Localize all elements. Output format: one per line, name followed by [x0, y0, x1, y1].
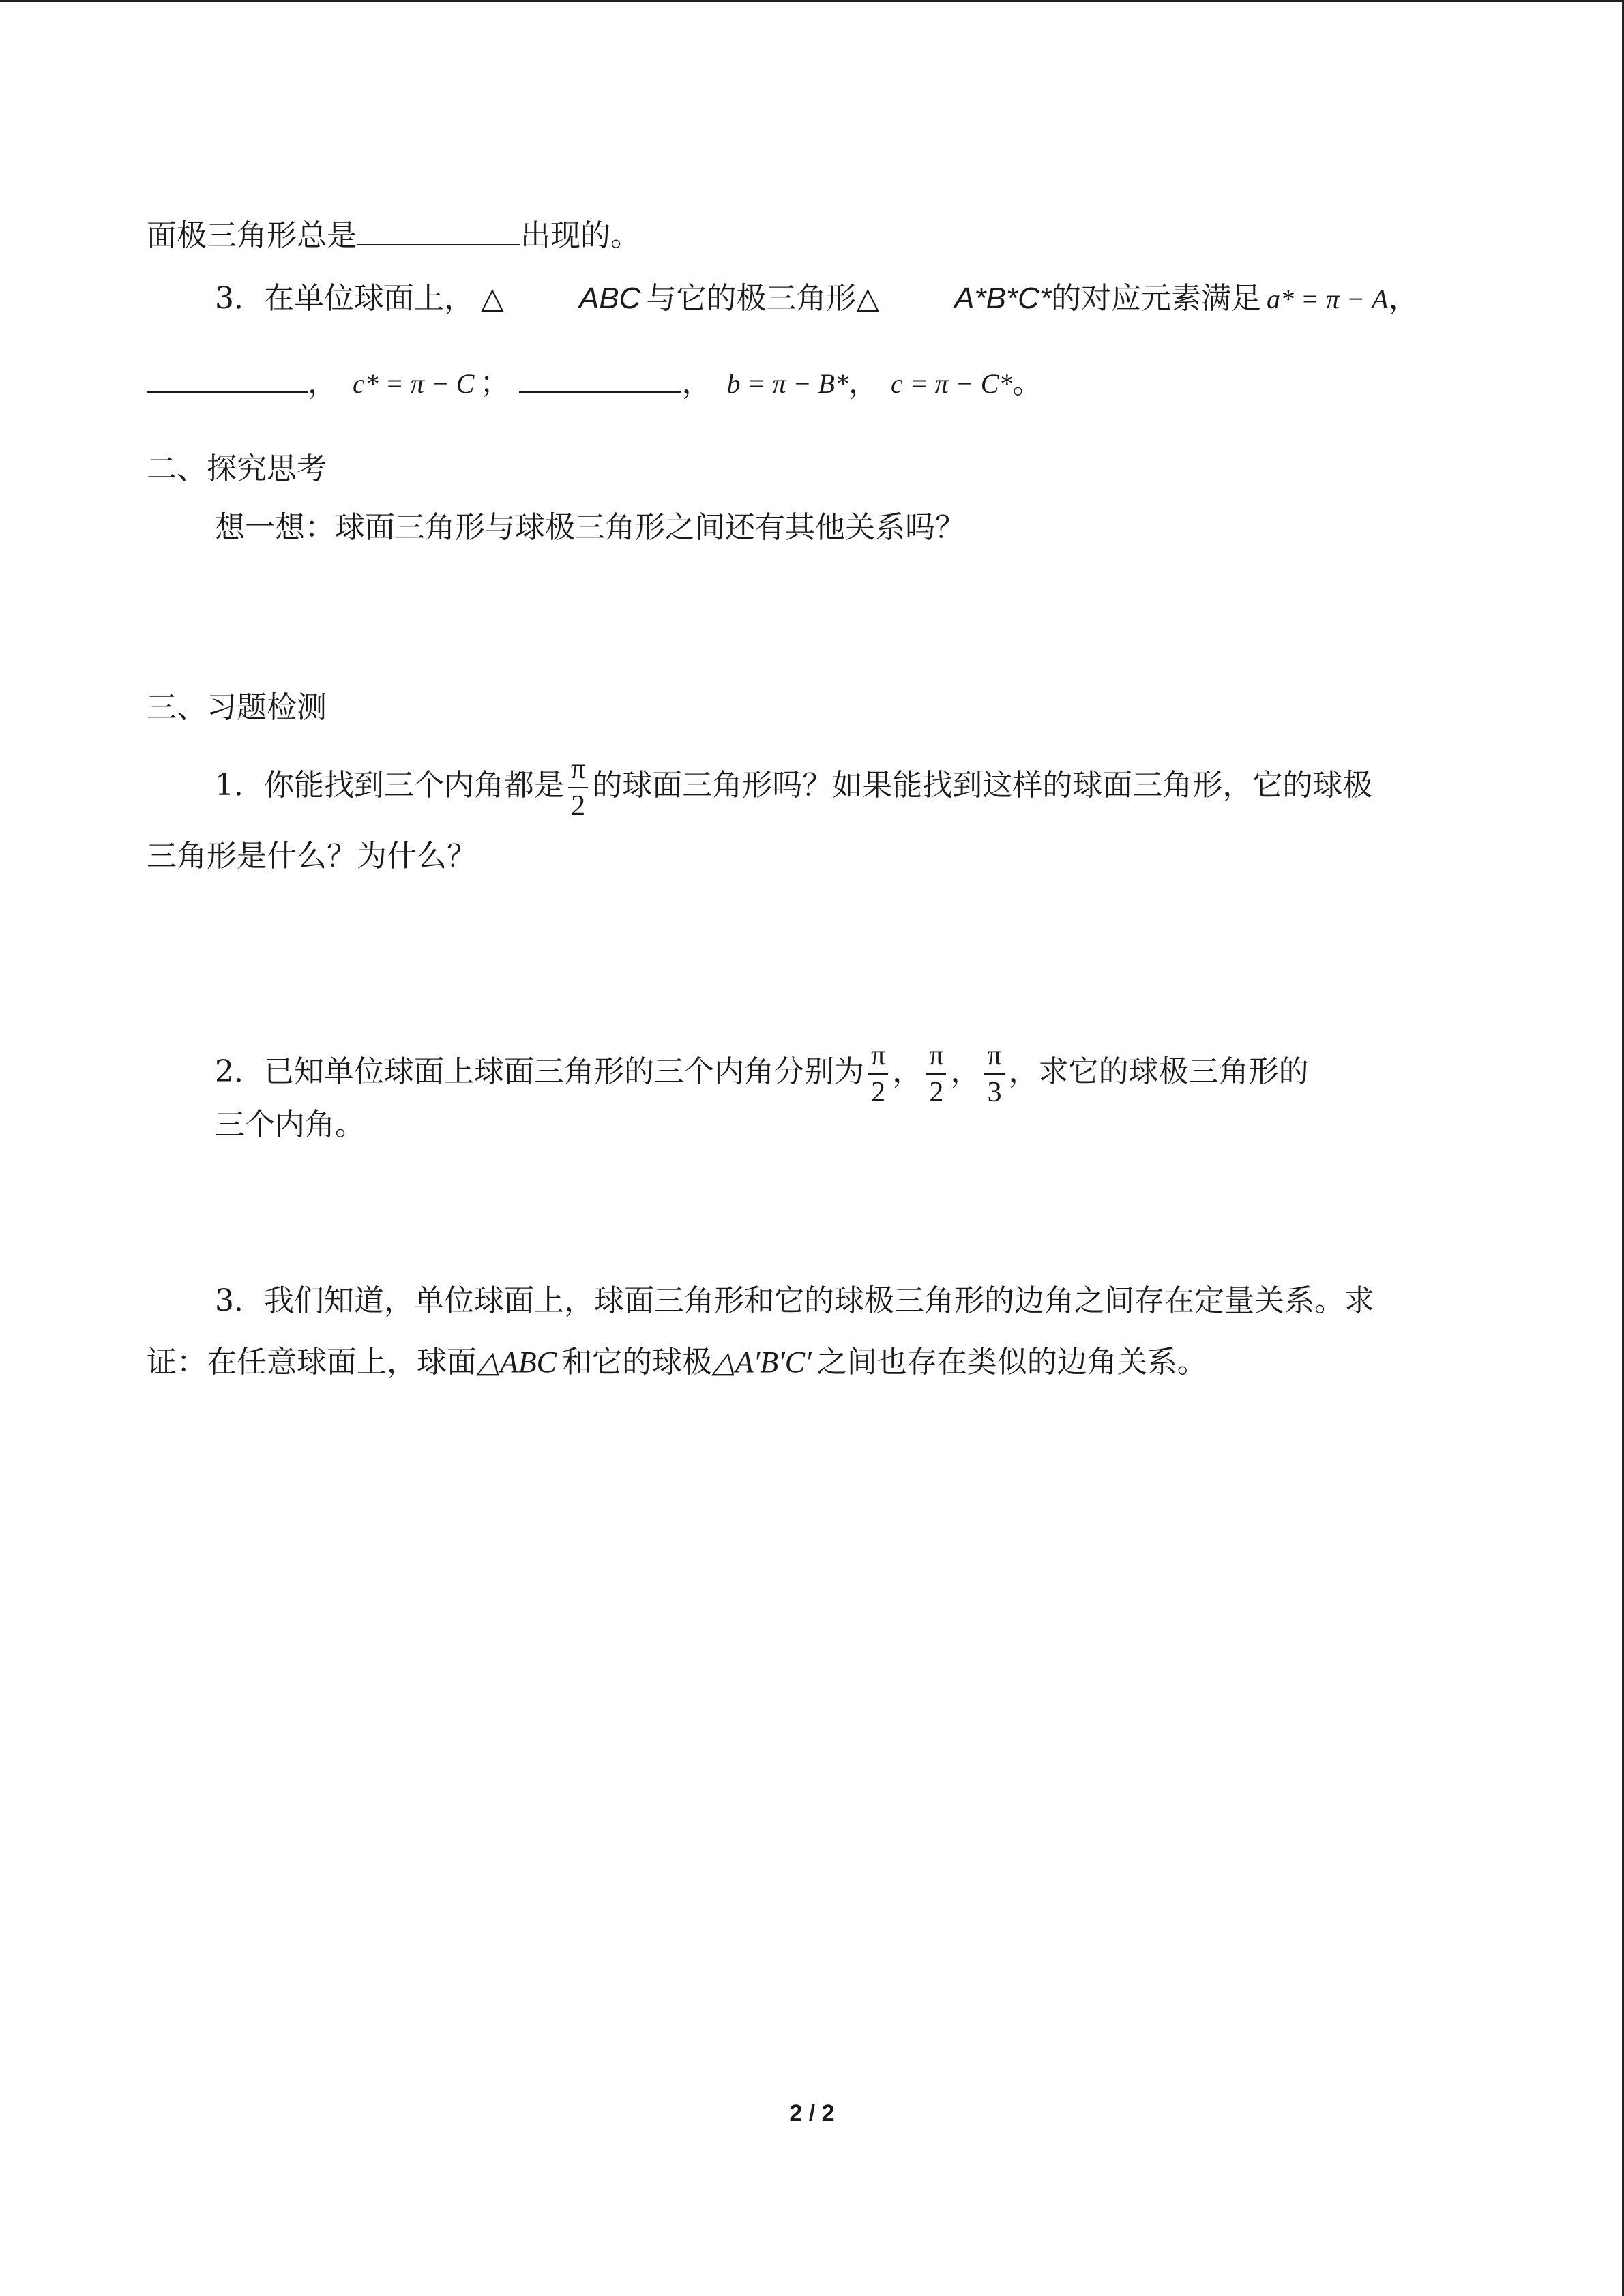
separator: ，: [308, 366, 338, 400]
triangle-abc: ABC: [578, 282, 641, 315]
exercise-3-text-a: 证：在任意球面上，球面: [147, 1345, 477, 1380]
equation-c: c = π − C*: [890, 368, 1013, 399]
equation-c-star: c* = π − C: [353, 368, 475, 399]
q3-comma: ，: [1388, 281, 1419, 316]
period: 。: [1012, 366, 1043, 400]
fraction-denominator: 2: [929, 1076, 944, 1108]
section-heading-exercises: 三、习题检测: [147, 690, 327, 725]
exercise-2-rest: ，求它的球极三角形的: [1008, 1054, 1309, 1089]
exercise-1-line1: [215, 750, 1372, 822]
equation-b: b = π − B*: [726, 368, 848, 399]
answer-blank-2[interactable]: [519, 364, 681, 393]
fraction-numerator: π: [868, 1039, 888, 1075]
continuation-text: 面极三角形总是: [147, 218, 357, 253]
triangle-abc-expr: △ABC: [477, 1345, 557, 1379]
continuation-tail: 出现的。: [520, 218, 640, 253]
fraction-numerator: π: [926, 1039, 946, 1075]
q3-lead: 3．在单位球面上，: [215, 281, 474, 316]
answer-blank-1[interactable]: [147, 364, 308, 393]
separator: ，: [950, 1054, 981, 1089]
separator: ，: [892, 1054, 923, 1089]
equation-a-star: a* = π − A: [1267, 284, 1389, 314]
fraction-3: [984, 1039, 1004, 1109]
exercise-1-line2: 三角形是什么？为什么？: [147, 839, 477, 874]
page-number: 2 / 2: [789, 2100, 835, 2126]
separator: ，: [848, 366, 879, 400]
fraction-denominator: 2: [871, 1076, 886, 1108]
fill-blank-continuation: [147, 215, 640, 256]
triangle-symbol: △: [481, 282, 504, 315]
exercise-1-lead: 1．你能找到三个内角都是: [215, 768, 564, 803]
page-border-top: [0, 0, 1624, 2]
fraction-denominator: 3: [987, 1076, 1002, 1108]
triangle-polar-expr: △A′B′C′: [711, 1345, 812, 1379]
separator: ，: [681, 366, 712, 400]
fraction-1: [868, 1039, 888, 1109]
exercise-2-lead: 2．已知单位球面上球面三角形的三个内角分别为: [215, 1054, 864, 1089]
exercise-2-line1: [215, 1037, 1309, 1109]
fraction-denominator: 2: [571, 790, 586, 822]
exercise-3-text-b: 和它的球极: [561, 1345, 712, 1380]
triangle-symbol-2: △: [856, 282, 880, 315]
fraction-pi-over-2: [568, 753, 588, 822]
fraction-numerator: π: [568, 753, 588, 788]
q3-tail: 的对应元素满足: [1051, 281, 1262, 316]
exercise-3-line2: [147, 1342, 1207, 1383]
think-prompt: 想一想：球面三角形与球极三角形之间还有其他关系吗？: [215, 510, 965, 545]
semicolon: ；: [479, 366, 510, 400]
answer-blank[interactable]: [357, 217, 520, 245]
fill-blank-q3-line1: [215, 278, 1418, 320]
exercise-1-rest: 的球面三角形吗？如果能找到这样的球面三角形，它的球极: [592, 768, 1373, 803]
fraction-2: [926, 1039, 946, 1109]
q3-mid: 与它的极三角形: [646, 281, 857, 316]
section-heading-explore: 二、探究思考: [147, 451, 327, 486]
fraction-numerator: π: [984, 1039, 1004, 1075]
fill-blank-q3-line2: [147, 363, 1042, 404]
polar-triangle-label: A*B*C*: [954, 282, 1052, 315]
exercise-3-text-c: 之间也存在类似的边角关系。: [816, 1345, 1207, 1380]
exercise-3-line1: 3．我们知道，单位球面上，球面三角形和它的球极三角形的边角之间存在定量关系。求: [215, 1283, 1374, 1318]
exercise-2-line2: 三个内角。: [215, 1107, 365, 1142]
